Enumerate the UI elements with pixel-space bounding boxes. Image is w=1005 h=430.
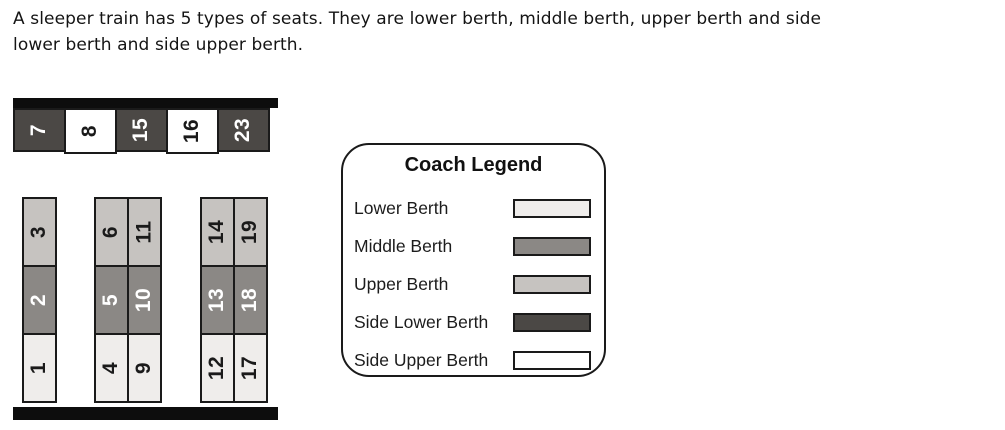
seat-14 — [200, 197, 235, 267]
seat-number: 4 — [99, 361, 123, 375]
legend-item-label: Lower Berth — [354, 197, 449, 218]
seat-10 — [127, 265, 162, 335]
seat-12 — [200, 333, 235, 403]
berth-column — [200, 197, 235, 403]
question-text-line-2: lower berth and side upper berth. — [13, 35, 304, 55]
seat-18 — [233, 265, 268, 335]
seat-5 — [94, 265, 129, 335]
seat-17 — [233, 333, 268, 403]
bay-3 — [200, 197, 268, 403]
seat-7 — [13, 108, 66, 152]
seat-19 — [233, 197, 268, 267]
seat-8 — [64, 108, 117, 154]
berth-column — [94, 197, 129, 403]
seat-number: 13 — [205, 287, 229, 313]
legend-item-label: Upper Berth — [354, 273, 449, 294]
seat-number: 3 — [27, 225, 51, 239]
legend-color-swatch — [513, 237, 591, 256]
seat-number: 1 — [27, 361, 51, 375]
legend-item-lower — [343, 189, 604, 227]
seat-number: 14 — [205, 219, 229, 245]
seat-number: 5 — [99, 293, 123, 307]
legend-color-swatch — [513, 351, 591, 370]
legend-item-label: Side Lower Berth — [354, 311, 489, 332]
coach-legend — [341, 143, 606, 377]
coach-bottom-wall — [13, 407, 278, 420]
seat-number: 19 — [238, 219, 262, 245]
seat-9 — [127, 333, 162, 403]
seat-number: 2 — [27, 293, 51, 307]
seat-3 — [22, 197, 57, 267]
seat-4 — [94, 333, 129, 403]
seat-number: 6 — [99, 225, 123, 239]
seat-number: 16 — [180, 118, 204, 144]
legend-color-swatch — [513, 199, 591, 218]
question-text-line-1: A sleeper train has 5 types of seats. They are lower berth, middle berth, upper berth and side — [13, 9, 822, 29]
bay-1 — [22, 197, 57, 403]
legend-item-side-lower — [343, 303, 604, 341]
seat-number: 8 — [78, 124, 102, 138]
question-text — [13, 6, 998, 58]
coach-diagram — [13, 98, 278, 420]
seat-16 — [166, 108, 219, 154]
seat-number: 7 — [27, 123, 51, 137]
legend-item-side-upper — [343, 341, 604, 379]
seat-11 — [127, 197, 162, 267]
seat-number: 12 — [205, 355, 229, 381]
legend-item-label: Side Upper Berth — [354, 349, 489, 370]
seat-number: 9 — [132, 361, 156, 375]
seat-2 — [22, 265, 57, 335]
berth-column — [22, 197, 57, 403]
seat-13 — [200, 265, 235, 335]
seat-number: 23 — [231, 117, 255, 143]
side-berth-row — [13, 108, 270, 154]
coach-top-wall — [13, 98, 278, 108]
seat-15 — [115, 108, 168, 152]
seat-23 — [217, 108, 270, 152]
bay-2 — [94, 197, 162, 403]
legend-color-swatch — [513, 313, 591, 332]
seat-number: 15 — [129, 117, 153, 143]
seat-1 — [22, 333, 57, 403]
legend-color-swatch — [513, 275, 591, 294]
seat-number: 18 — [238, 287, 262, 313]
legend-item-middle — [343, 227, 604, 265]
seat-number: 17 — [238, 355, 262, 381]
legend-item-upper — [343, 265, 604, 303]
legend-item-label: Middle Berth — [354, 235, 453, 256]
legend-rows — [343, 189, 604, 379]
berth-column — [127, 197, 162, 403]
seat-6 — [94, 197, 129, 267]
seat-number: 10 — [132, 287, 156, 313]
legend-title: Coach Legend — [404, 154, 543, 176]
berth-column — [233, 197, 268, 403]
seat-number: 11 — [132, 220, 156, 244]
